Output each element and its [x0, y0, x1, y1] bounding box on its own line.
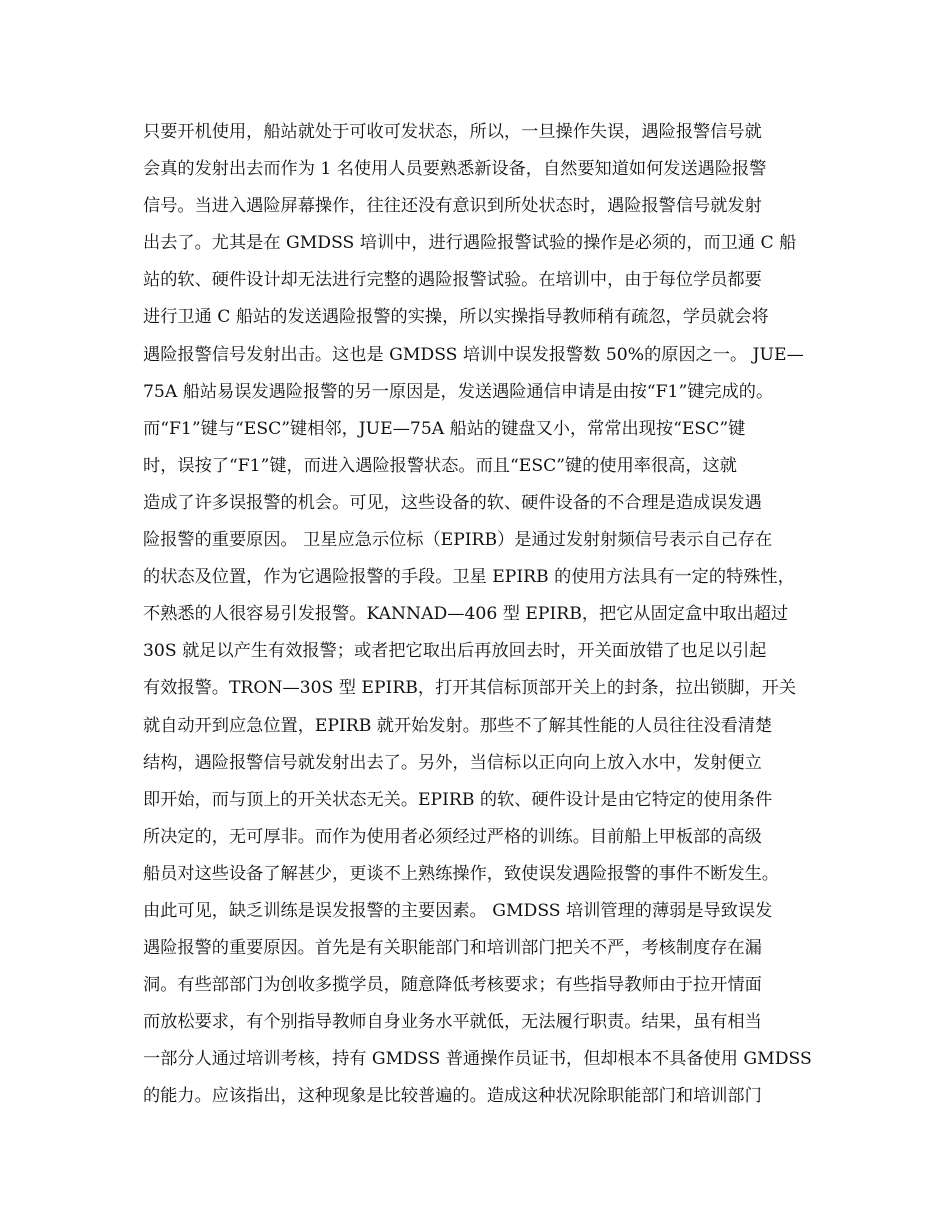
text-line: 不熟悉的人很容易引发报警。KANNAD—406 型 EPIRB，把它从固定盒中取出超过 — [143, 604, 789, 625]
text-line: 站的软、硬件设计却无法进行完整的遇险报警试验。在培训中，由于每位学员都要 — [143, 270, 762, 291]
text-line: 时，误按了“F1”键，而进入遇险报警状态。而且“ESC”键的使用率很高，这就 — [143, 455, 737, 476]
text-line: 而“F1”键与“ESC”键相邻，JUE—75A 船站的键盘又小，常常出现按“ESC”键 — [143, 418, 746, 439]
text-line: 会真的发射出去而作为 1 名使用人员要熟悉新设备，自然要知道如何发送遇险报警 — [143, 159, 767, 180]
text-line: 进行卫通 C 船站的发送遇险报警的实操，所以实操指导教师稍有疏忽，学员就会将 — [143, 307, 769, 328]
text-line: 所决定的，无可厚非。而作为使用者必须经过严格的训练。目前船上甲板部的高级 — [143, 826, 762, 847]
text-line: 就自动开到应急位置，EPIRB 就开始发射。那些不了解其性能的人员往往没看清楚 — [143, 715, 773, 736]
text-line: 的状态及位置，作为它遇险报警的手段。卫星 EPIRB 的使用方法具有一定的特殊性， — [143, 567, 795, 588]
text-line: 信号。当进入遇险屏幕操作，往往还没有意识到所处状态时，遇险报警信号就发射 — [143, 196, 762, 217]
text-line: 遇险报警的重要原因。首先是有关职能部门和培训部门把关不严，考核制度存在漏 — [143, 938, 762, 959]
text-line: 遇险报警信号发射出击。这也是 GMDSS 培训中误发报警数 50%的原因之一。 JUE— — [143, 344, 804, 365]
text-line: 由此可见，缺乏训练是误发报警的主要因素。 GMDSS 培训管理的薄弱是导致误发 — [143, 900, 773, 921]
text-line: 洞。有些部部门为创收多揽学员，随意降低考核要求；有些指导教师由于拉开情面 — [143, 975, 762, 996]
text-line: 而放松要求，有个别指导教师自身业务水平就低，无法履行职责。结果，虽有相当 — [143, 1012, 762, 1033]
text-line: 有效报警。TRON—30S 型 EPIRB，打开其信标顶部开关上的封条，拉出锁脚，开关 — [143, 678, 797, 699]
text-line: 结构，遇险报警信号就发射出去了。另外，当信标以正向向上放入水中，发射便立 — [143, 752, 762, 773]
body-text — [143, 114, 833, 1116]
text-line: 出去了。尤其是在 GMDSS 培训中，进行遇险报警试验的操作是必须的，而卫通 C 船 — [143, 233, 797, 254]
text-line: 船员对这些设备了解甚少，更谈不上熟练操作，致使误发遇险报警的事件不断发生。 — [143, 863, 779, 884]
text-line: 一部分人通过培训考核，持有 GMDSS 普通操作员证书，但却根本不具备使用 GMDSS — [143, 1049, 812, 1070]
text-line: 只要开机使用，船站就处于可收可发状态，所以，一旦操作失误，遇险报警信号就 — [143, 122, 762, 142]
text-line: 的能力。应该指出，这种现象是比较普遍的。造成这种状况除职能部门和培训部门 — [143, 1086, 762, 1107]
text-line: 造成了许多误报警的机会。可见，这些设备的软、硬件设备的不合理是造成误发遇 — [143, 492, 762, 513]
text-line: 30S 就足以产生有效报警；或者把它取出后再放回去时，开关面放错了也足以引起 — [143, 641, 767, 662]
text-line: 即开始，而与顶上的开关状态无关。EPIRB 的软、硬件设计是由它特定的使用条件 — [143, 789, 773, 810]
text-line: 险报警的重要原因。 卫星应急示位标（EPIRB）是通过发射射频信号表示自己存在 — [143, 530, 773, 551]
text-line: 75A 船站易误发遇险报警的另一原因是，发送遇险通信申请是由按“F1”键完成的。 — [143, 381, 774, 402]
